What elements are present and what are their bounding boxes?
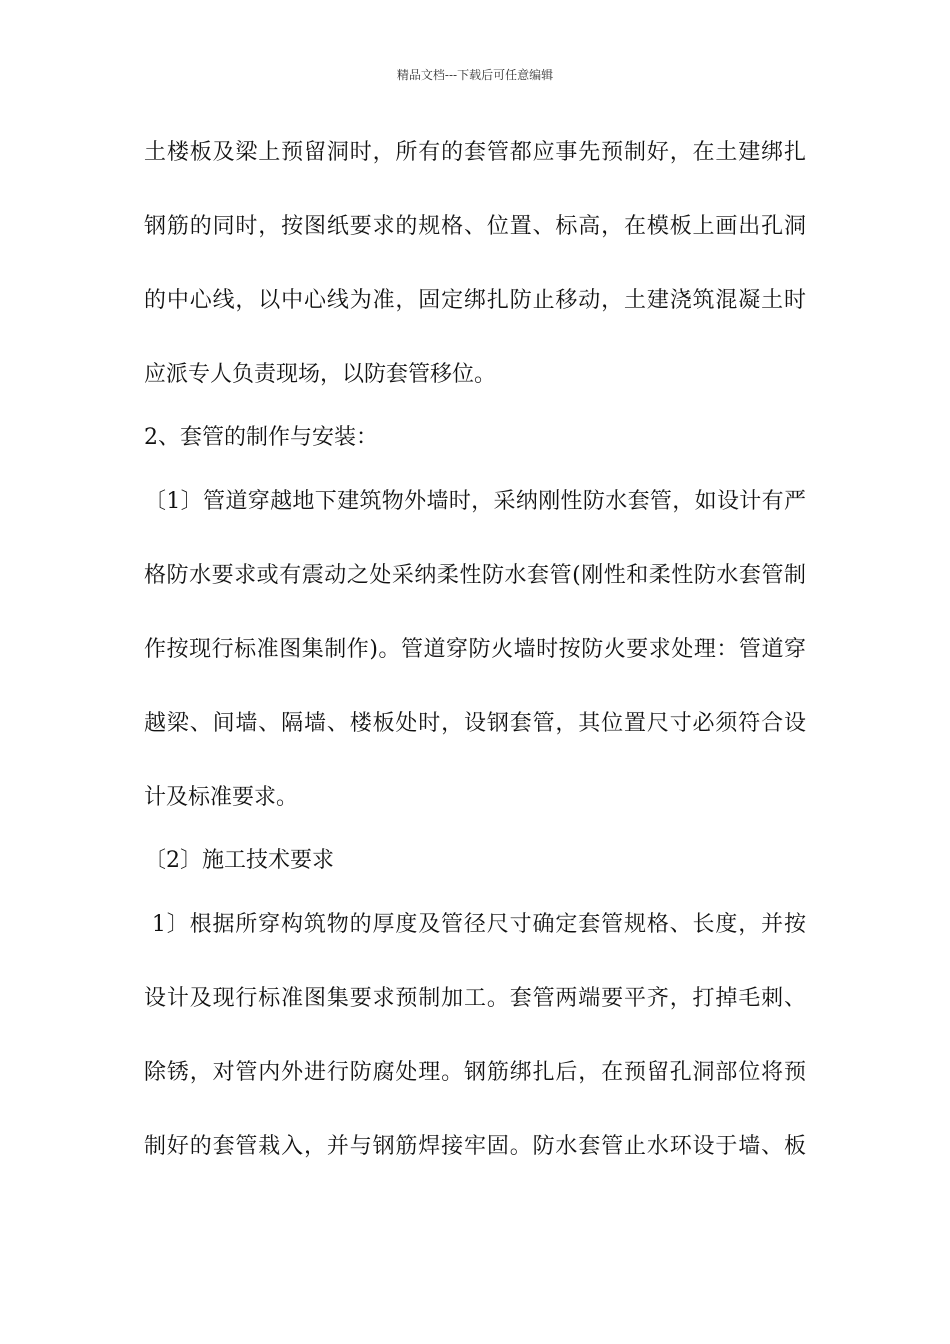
text-line: 计及标准要求。 [144,785,299,810]
text-line: 越梁、间墙、隔墙、楼板处时，设钢套管，其位置尺寸必须符合设 [144,711,806,736]
text-line: 作按现行标准图集制作)。管道穿防火墙时按防火要求处理：管道穿 [144,637,806,662]
text-line: 土楼板及梁上预留洞时，所有的套管都应事先预制好，在土建绑扎 [144,140,806,165]
section-heading: 2、套管的制作与安装： [144,425,378,450]
text-line: 的中心线，以中心线为准，固定绑扎防止移动，土建浇筑混凝土时 [144,288,806,313]
text-line: 1〕根据所穿构筑物的厚度及管径尺寸确定套管规格、长度，并按 [144,912,806,937]
subsection-heading: 〔2〕施工技术要求 [144,848,334,873]
page-header: 精品文档---下载后可任意编辑 [396,68,554,82]
text-line: 设计及现行标准图集要求预制加工。套管两端要平齐，打掉毛刺、 [144,986,806,1011]
text-line: 应派专人负责现场，以防套管移位。 [144,362,497,387]
text-line: 制好的套管栽入，并与钢筋焊接牢固。防水套管止水环设于墙、板 [144,1134,806,1159]
text-line: 〔1〕管道穿越地下建筑物外墙时，采纳刚性防水套管，如设计有严 [144,489,806,514]
text-line: 钢筋的同时，按图纸要求的规格、位置、标高，在模板上画出孔洞 [144,214,806,239]
text-line: 格防水要求或有震动之处采纳柔性防水套管(刚性和柔性防水套管制 [144,563,806,588]
text-line: 除锈，对管内外进行防腐处理。钢筋绑扎后，在预留孔洞部位将预 [144,1060,806,1085]
